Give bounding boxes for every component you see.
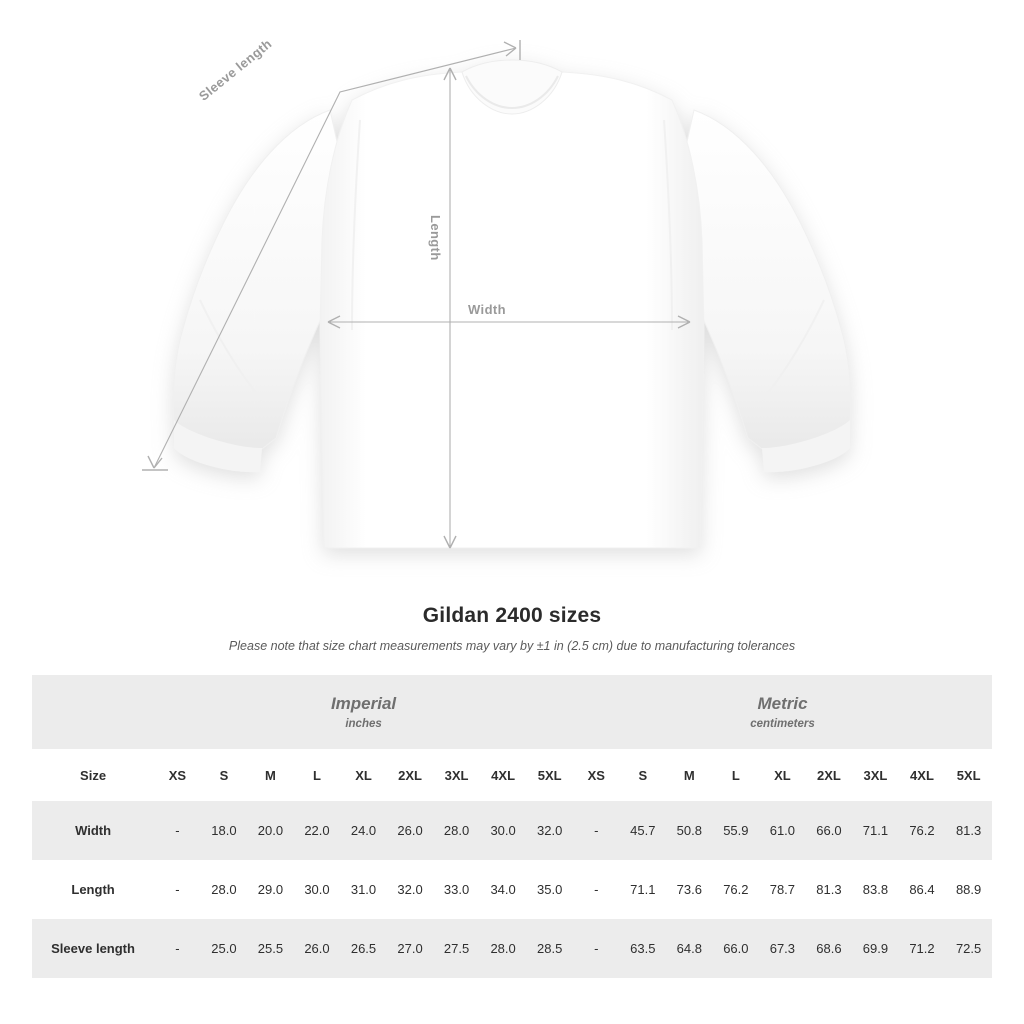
cell-sleeve-imperial-l: 26.0 [294,919,341,978]
size-header-imperial-xl: XL [340,749,387,801]
cell-sleeve-imperial-5xl: 28.5 [526,919,573,978]
cell-sleeve-imperial-m: 25.5 [247,919,294,978]
cell-sleeve-metric-5xl: 72.5 [945,919,992,978]
size-header-metric-xs: XS [573,749,620,801]
cell-width-imperial-m: 20.0 [247,801,294,860]
cell-width-imperial-xl: 24.0 [340,801,387,860]
unit-group-imperial-sub: inches [345,718,382,730]
cell-length-imperial-m: 29.0 [247,860,294,919]
cell-length-metric-l: 76.2 [713,860,760,919]
cell-width-imperial-l: 22.0 [294,801,341,860]
cell-width-imperial-3xl: 28.0 [433,801,480,860]
size-header-metric-m: M [666,749,713,801]
cell-width-metric-xl: 61.0 [759,801,806,860]
cell-width-imperial-4xl: 30.0 [480,801,527,860]
cell-width-metric-3xl: 71.1 [852,801,899,860]
cell-width-imperial-5xl: 32.0 [526,801,573,860]
cell-sleeve-imperial-2xl: 27.0 [387,919,434,978]
cell-width-imperial-2xl: 26.0 [387,801,434,860]
row-label-sleeve-length: Sleeve length [32,919,154,978]
cell-sleeve-metric-s: 63.5 [620,919,667,978]
unit-group-metric-name: Metric [757,694,808,713]
cell-sleeve-metric-l: 66.0 [713,919,760,978]
chart-heading [0,604,1024,653]
size-header-metric-l: L [713,749,760,801]
cell-length-metric-3xl: 83.8 [852,860,899,919]
size-chart-table-wrap [32,675,992,978]
cell-width-metric-4xl: 76.2 [899,801,946,860]
cell-width-metric-2xl: 66.0 [806,801,853,860]
cell-length-imperial-s: 28.0 [201,860,248,919]
cell-length-imperial-2xl: 32.0 [387,860,434,919]
cell-length-imperial-xl: 31.0 [340,860,387,919]
cell-length-metric-2xl: 81.3 [806,860,853,919]
size-header-imperial-m: M [247,749,294,801]
row-label-length: Length [32,860,154,919]
size-header-imperial-4xl: 4XL [480,749,527,801]
cell-width-imperial-s: 18.0 [201,801,248,860]
table-row [32,919,992,978]
size-header-metric-2xl: 2XL [806,749,853,801]
size-header-metric-5xl: 5XL [945,749,992,801]
cell-sleeve-imperial-xs: - [154,919,201,978]
unit-group-imperial [154,675,573,749]
cell-sleeve-metric-2xl: 68.6 [806,919,853,978]
size-header-metric-xl: XL [759,749,806,801]
cell-width-metric-xs: - [573,801,620,860]
cell-width-metric-m: 50.8 [666,801,713,860]
cell-length-imperial-4xl: 34.0 [480,860,527,919]
cell-width-metric-s: 45.7 [620,801,667,860]
table-corner [32,675,154,749]
size-header-metric-3xl: 3XL [852,749,899,801]
cell-width-metric-l: 55.9 [713,801,760,860]
cell-length-metric-s: 71.1 [620,860,667,919]
table-row [32,801,992,860]
cell-length-metric-xl: 78.7 [759,860,806,919]
cell-length-imperial-l: 30.0 [294,860,341,919]
cell-sleeve-imperial-3xl: 27.5 [433,919,480,978]
cell-width-imperial-xs: - [154,801,201,860]
cell-length-metric-xs: - [573,860,620,919]
cell-length-imperial-3xl: 33.0 [433,860,480,919]
size-header-metric-4xl: 4XL [899,749,946,801]
unit-group-row [32,675,992,749]
unit-group-metric [573,675,992,749]
cell-length-metric-5xl: 88.9 [945,860,992,919]
unit-group-metric-sub: centimeters [750,718,815,730]
size-header-imperial-l: L [294,749,341,801]
size-header-metric-s: S [620,749,667,801]
tolerance-note: Please note that size chart measurements may vary by ±1 in (2.5 cm) due to manufacturing tolerances [228,639,796,653]
cell-length-imperial-5xl: 35.0 [526,860,573,919]
unit-group-imperial-name: Imperial [330,694,397,713]
cell-sleeve-imperial-4xl: 28.0 [480,919,527,978]
cell-sleeve-metric-xs: - [573,919,620,978]
size-header-row [32,749,992,801]
size-chart-table [32,675,992,978]
cell-sleeve-metric-xl: 67.3 [759,919,806,978]
cell-width-metric-5xl: 81.3 [945,801,992,860]
cell-length-metric-4xl: 86.4 [899,860,946,919]
size-header-imperial-s: S [201,749,248,801]
size-header-imperial-xs: XS [154,749,201,801]
cell-sleeve-imperial-xl: 26.5 [340,919,387,978]
size-header-imperial-3xl: 3XL [433,749,480,801]
cell-sleeve-metric-m: 64.8 [666,919,713,978]
cell-sleeve-imperial-s: 25.0 [201,919,248,978]
page-title: Gildan 2400 sizes [422,604,602,627]
sleeve-length-label: Sleeve length [196,35,275,104]
size-header-label: Size [32,749,154,801]
cell-length-metric-m: 73.6 [666,860,713,919]
cell-sleeve-metric-4xl: 71.2 [899,919,946,978]
cell-length-imperial-xs: - [154,860,201,919]
row-label-width: Width [32,801,154,860]
size-header-imperial-5xl: 5XL [526,749,573,801]
cell-sleeve-metric-3xl: 69.9 [852,919,899,978]
length-label: Length [428,215,443,261]
width-label: Width [468,302,506,317]
table-row [32,860,992,919]
size-header-imperial-2xl: 2XL [387,749,434,801]
